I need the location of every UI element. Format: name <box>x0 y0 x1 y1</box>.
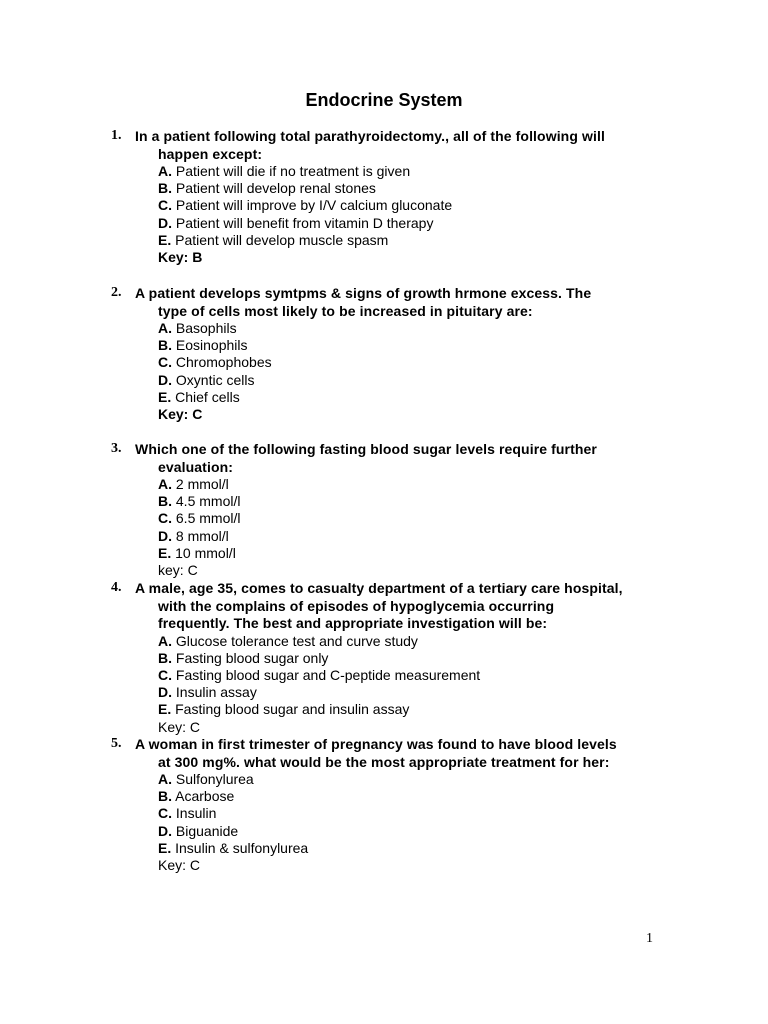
option-letter: B. <box>158 493 172 510</box>
option-letter: B. <box>158 649 172 666</box>
answer-option <box>158 788 671 805</box>
answer-option <box>158 163 671 180</box>
option-letter: D. <box>158 822 172 839</box>
option-text: 10 mmol/l <box>175 544 236 561</box>
option-letter: C. <box>158 805 172 822</box>
answer-key: Key: B <box>158 249 203 266</box>
question-4 <box>111 580 671 736</box>
question-stem <box>135 580 671 633</box>
option-text: Patient will develop renal stones <box>175 180 376 197</box>
option-text: Insulin assay <box>175 684 257 701</box>
option-text: Basophils <box>175 320 237 336</box>
option-text: 8 mmol/l <box>175 527 229 544</box>
answer-options <box>158 771 671 874</box>
question-stem-line: A woman in first trimester of pregnancy was found to have blood levels <box>135 736 617 752</box>
option-letter: B. <box>158 337 172 354</box>
option-text: Chromophobes <box>175 354 272 371</box>
answer-options <box>158 633 671 736</box>
question-stem <box>135 441 671 476</box>
option-text: Patient will improve by I/V calcium gluconate <box>175 197 453 214</box>
option-text: Patient will develop muscle spasm <box>175 231 389 248</box>
option-letter: E. <box>158 388 172 405</box>
option-letter: C. <box>158 666 172 683</box>
option-letter: C. <box>158 197 172 214</box>
option-letter: D. <box>158 527 172 544</box>
option-letter: B. <box>158 180 172 197</box>
answer-option <box>158 805 671 822</box>
question-1 <box>111 128 671 266</box>
answer-option <box>158 215 671 232</box>
option-text: Acarbose <box>175 788 235 805</box>
option-text: Sulfonylurea <box>175 771 254 787</box>
question-stem <box>135 285 671 320</box>
answer-option <box>158 667 671 684</box>
answer-option <box>158 684 671 701</box>
answer-key: Key: C <box>158 857 201 874</box>
answer-option <box>158 180 671 197</box>
option-text: Fasting blood sugar and C-peptide measurement <box>175 666 481 683</box>
question-stem <box>135 736 671 771</box>
answer-options <box>158 476 671 579</box>
option-text: Fasting blood sugar and insulin assay <box>175 701 410 718</box>
option-letter: B. <box>158 788 172 805</box>
option-letter: D. <box>158 684 172 701</box>
answer-option <box>158 528 671 545</box>
question-3 <box>111 441 671 579</box>
option-text: Oxyntic cells <box>175 371 255 388</box>
answer-option <box>158 650 671 667</box>
answer-option <box>158 510 671 527</box>
answer-key: Key: C <box>158 718 201 735</box>
option-letter: D. <box>158 214 172 231</box>
option-letter: C. <box>158 354 172 371</box>
option-letter: E. <box>158 231 172 248</box>
answer-option <box>158 354 671 371</box>
question-number: 4. <box>111 580 122 595</box>
answer-option <box>158 771 671 788</box>
option-text: 4.5 mmol/l <box>175 493 241 510</box>
answer-option <box>158 389 671 406</box>
question-number: 1. <box>111 128 122 143</box>
question-stem-line: type of cells most likely to be increased in pituitary are: <box>158 302 533 319</box>
answer-option <box>158 197 671 214</box>
answer-option <box>158 337 671 354</box>
option-text: Biguanide <box>175 822 239 839</box>
question-stem-line: In a patient following total parathyroidectomy., all of the following will <box>135 128 605 144</box>
answer-option <box>158 320 671 337</box>
option-text: Fasting blood sugar only <box>175 649 329 666</box>
option-letter: E. <box>158 544 172 561</box>
option-letter: D. <box>158 371 172 388</box>
option-text: Glucose tolerance test and curve study <box>175 632 418 649</box>
question-stem-line: A male, age 35, comes to casualty department of a tertiary care hospital, <box>135 580 623 596</box>
option-text: 6.5 mmol/l <box>175 510 241 527</box>
question-stem-line: evaluation: <box>158 458 234 475</box>
answer-option <box>158 701 671 718</box>
question-stem-line: frequently. The best and appropriate investigation will be: <box>158 615 548 631</box>
question-stem-line: at 300 mg%. what would be the most appropriate treatment for her: <box>158 753 610 770</box>
option-text: Patient will benefit from vitamin D therapy <box>175 214 434 231</box>
answer-option <box>158 476 671 493</box>
question-stem-line: A patient develops symtpms & signs of growth hrmone excess. The <box>135 285 592 301</box>
option-letter: A. <box>158 320 172 336</box>
answer-option <box>158 823 671 840</box>
option-letter: A. <box>158 476 172 492</box>
option-letter: C. <box>158 510 172 527</box>
question-2 <box>111 285 671 423</box>
question-stem-line: Which one of the following fasting blood sugar levels require further <box>135 441 597 457</box>
answer-option <box>158 232 671 249</box>
option-text: Insulin & sulfonylurea <box>175 839 309 856</box>
option-letter: A. <box>158 163 172 179</box>
option-letter: A. <box>158 771 172 787</box>
question-number: 5. <box>111 736 122 751</box>
option-letter: E. <box>158 701 172 718</box>
option-text: Eosinophils <box>175 337 248 354</box>
option-text: Insulin <box>175 805 217 822</box>
answer-options <box>158 163 671 266</box>
question-stem-line: with the complains of episodes of hypoglycemia occurring <box>158 597 555 614</box>
option-text: Chief cells <box>175 388 240 405</box>
answer-key: key: C <box>158 562 198 579</box>
option-letter: A. <box>158 632 172 649</box>
page-number: 1 <box>646 931 653 946</box>
question-stem-line: happen except: <box>158 145 263 162</box>
answer-key: Key: C <box>158 406 203 423</box>
answer-option <box>158 493 671 510</box>
answer-option <box>158 633 671 650</box>
option-text: 2 mmol/l <box>175 476 229 492</box>
answer-option <box>158 545 671 562</box>
answer-option <box>158 372 671 389</box>
question-number: 2. <box>111 285 122 300</box>
question-5 <box>111 736 671 874</box>
page-title: Endocrine System <box>305 90 463 110</box>
option-text: Patient will die if no treatment is given <box>175 163 411 179</box>
answer-option <box>158 840 671 857</box>
option-letter: E. <box>158 839 172 856</box>
question-stem <box>135 128 671 163</box>
question-number: 3. <box>111 441 122 456</box>
answer-options <box>158 320 671 423</box>
